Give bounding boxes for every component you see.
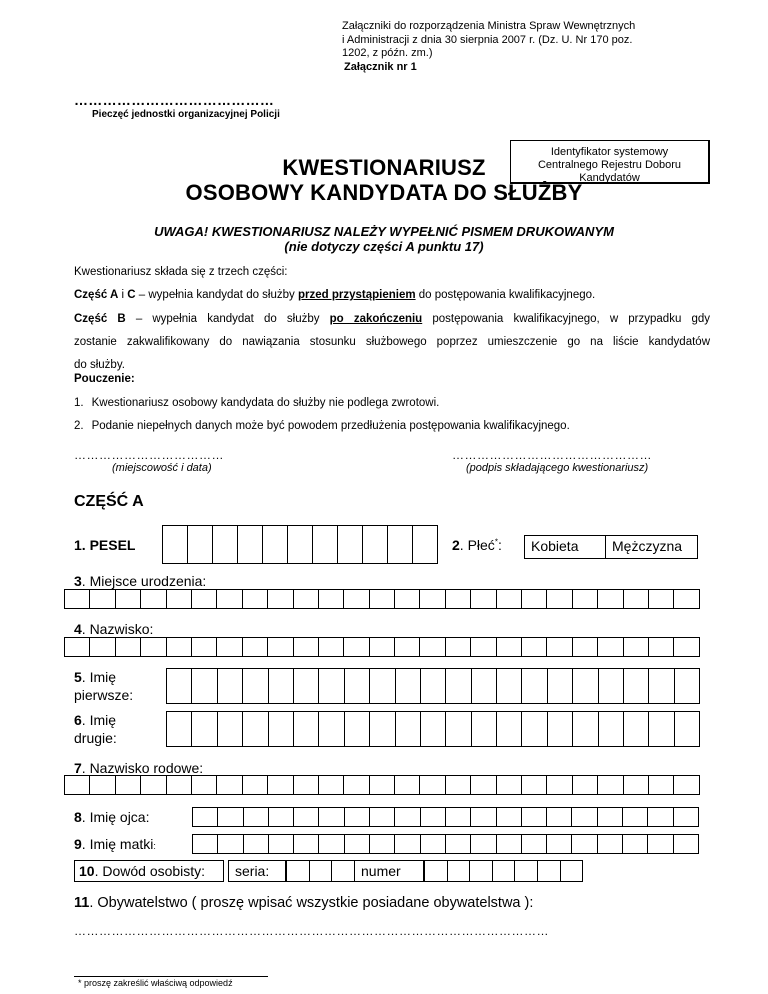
char-box[interactable] — [313, 525, 338, 564]
id-box-line-1: Identyfikator systemowy — [550, 146, 669, 158]
char-box[interactable] — [167, 637, 192, 657]
char-box[interactable] — [674, 834, 699, 854]
char-box[interactable] — [548, 711, 573, 747]
char-box[interactable] — [192, 668, 217, 704]
char-box[interactable] — [421, 834, 446, 854]
surname-input-grid[interactable] — [64, 637, 700, 657]
char-box[interactable] — [370, 807, 395, 827]
char-box[interactable] — [522, 637, 547, 657]
char-box[interactable] — [675, 668, 700, 704]
char-box[interactable] — [319, 775, 344, 795]
char-box[interactable] — [396, 668, 421, 704]
char-box[interactable] — [344, 589, 369, 609]
maiden-name-input-grid[interactable] — [64, 775, 700, 795]
char-box[interactable] — [370, 637, 395, 657]
char-box[interactable] — [598, 775, 623, 795]
char-box[interactable] — [116, 589, 141, 609]
char-box[interactable] — [244, 834, 269, 854]
id-box-line-3: Kandydatów — [579, 172, 640, 184]
char-box[interactable] — [294, 637, 319, 657]
char-box[interactable] — [674, 637, 699, 657]
char-box[interactable] — [65, 637, 90, 657]
char-box[interactable] — [598, 637, 623, 657]
stamp-label: Pieczęć jednostki organizacyjnej Policji — [92, 109, 280, 120]
char-box[interactable] — [497, 834, 522, 854]
char-box[interactable] — [294, 834, 319, 854]
id-card-number-label: numer — [354, 860, 424, 882]
char-box[interactable] — [167, 775, 192, 795]
sex-option-male[interactable]: Mężczyzna — [605, 535, 698, 559]
char-box[interactable] — [345, 668, 370, 704]
char-box[interactable] — [674, 775, 699, 795]
char-box[interactable] — [497, 775, 522, 795]
char-box[interactable] — [192, 589, 217, 609]
second-name-label: 6. Imię drugie: — [74, 712, 117, 746]
char-box[interactable] — [497, 668, 522, 704]
pesel-label: 1. PESEL — [74, 537, 136, 553]
char-box[interactable] — [213, 525, 238, 564]
char-box[interactable] — [446, 668, 471, 704]
char-box[interactable] — [395, 834, 420, 854]
char-box[interactable] — [370, 589, 395, 609]
char-box[interactable] — [319, 668, 344, 704]
char-box[interactable] — [470, 860, 493, 882]
char-box[interactable] — [90, 589, 115, 609]
char-box[interactable] — [522, 834, 547, 854]
char-box[interactable] — [547, 807, 572, 827]
char-box[interactable] — [243, 589, 268, 609]
char-box[interactable] — [263, 525, 288, 564]
char-box[interactable] — [345, 834, 370, 854]
regulation-line-2: i Administracji z dnia 30 sierpnia 2007 r. (Dz. U. Nr 170 poz. — [342, 33, 633, 46]
char-box[interactable] — [446, 775, 471, 795]
char-box[interactable] — [217, 589, 242, 609]
char-box[interactable] — [547, 589, 572, 609]
char-box[interactable] — [287, 860, 310, 882]
pesel-input-grid[interactable] — [162, 525, 438, 564]
birthplace-input-grid[interactable] — [64, 589, 700, 609]
char-box[interactable] — [218, 711, 243, 747]
char-box[interactable] — [573, 668, 598, 704]
char-box[interactable] — [243, 637, 268, 657]
char-box[interactable] — [624, 668, 649, 704]
regulation-line-3: 1202, z późn. zm.) — [342, 47, 433, 59]
intro-paragraph: Kwestionariusz składa się z trzech części: — [74, 266, 288, 278]
char-box[interactable] — [268, 775, 293, 795]
char-box[interactable] — [217, 637, 242, 657]
char-box[interactable] — [268, 589, 293, 609]
surname-label: 4. Nazwisko: — [74, 621, 154, 637]
char-box[interactable] — [649, 711, 674, 747]
section-a-title: CZĘŚĆ A — [74, 493, 144, 510]
sex-label: 2. Płeć*: — [452, 537, 502, 553]
footnote: * proszę zakreślić właściwą odpowiedź — [78, 978, 233, 988]
char-box[interactable] — [116, 775, 141, 795]
char-box[interactable] — [538, 860, 561, 882]
char-box[interactable] — [370, 668, 395, 704]
char-box[interactable] — [363, 525, 388, 564]
char-box[interactable] — [338, 525, 363, 564]
char-box[interactable] — [268, 637, 293, 657]
char-box[interactable] — [218, 807, 243, 827]
char-box[interactable] — [192, 775, 217, 795]
char-box[interactable] — [649, 637, 674, 657]
place-date-label: (miejscowość i data) — [112, 462, 212, 474]
char-box[interactable] — [649, 775, 674, 795]
char-box[interactable] — [396, 711, 421, 747]
char-box[interactable] — [522, 711, 547, 747]
char-box[interactable] — [446, 637, 471, 657]
char-box[interactable] — [573, 637, 598, 657]
char-box[interactable] — [493, 860, 516, 882]
char-box[interactable] — [141, 637, 166, 657]
char-box[interactable] — [497, 807, 522, 827]
char-box[interactable] — [294, 807, 319, 827]
instruction-heading: Pouczenie: — [74, 373, 135, 385]
char-box[interactable] — [547, 637, 572, 657]
char-box[interactable] — [395, 589, 420, 609]
char-box[interactable] — [624, 711, 649, 747]
char-box[interactable] — [421, 807, 446, 827]
char-box[interactable] — [90, 637, 115, 657]
char-box[interactable] — [167, 589, 192, 609]
part-b-description-line-2: zostanie zakwalifikowany do nawiązania stosunku służbowego poprzez umieszczenie go na liście kandydatów — [74, 336, 710, 348]
char-box[interactable] — [193, 834, 218, 854]
char-box[interactable] — [90, 775, 115, 795]
maiden-name-label: 7. Nazwisko rodowe: — [74, 760, 204, 776]
char-box[interactable] — [188, 525, 213, 564]
char-box[interactable] — [598, 589, 623, 609]
char-box[interactable] — [547, 775, 572, 795]
id-card-series-grid[interactable] — [286, 860, 355, 882]
char-box[interactable] — [497, 637, 522, 657]
char-box[interactable] — [446, 834, 471, 854]
char-box[interactable] — [446, 807, 471, 827]
char-box[interactable] — [561, 860, 584, 882]
stamp-dots: …………………………………… — [74, 92, 275, 108]
signature-label: (podpis składającego kwestionariusz) — [466, 462, 649, 474]
char-box[interactable] — [269, 668, 294, 704]
char-box[interactable] — [649, 589, 674, 609]
char-box[interactable] — [522, 807, 547, 827]
char-box[interactable] — [421, 668, 446, 704]
instruction-item-2: 2. Podanie niepełnych danych może być powodem przedłużenia postępowania kwalifikacyjnego. — [74, 420, 570, 432]
char-box[interactable] — [624, 637, 649, 657]
char-box[interactable] — [624, 775, 649, 795]
mother-name-input-grid[interactable] — [192, 834, 699, 854]
char-box[interactable] — [345, 807, 370, 827]
char-box[interactable] — [319, 807, 344, 827]
char-box[interactable] — [116, 637, 141, 657]
char-box[interactable] — [547, 834, 572, 854]
char-box[interactable] — [243, 711, 268, 747]
char-box[interactable] — [294, 668, 319, 704]
char-box[interactable] — [345, 711, 370, 747]
char-box[interactable] — [572, 807, 597, 827]
char-box[interactable] — [167, 668, 192, 704]
char-box[interactable] — [649, 668, 674, 704]
char-box[interactable] — [471, 834, 496, 854]
footnote-divider — [74, 976, 268, 977]
id-box-line-2: Centralnego Rejestru Doboru — [537, 159, 682, 171]
char-box[interactable] — [522, 668, 547, 704]
char-box[interactable] — [244, 807, 269, 827]
char-box[interactable] — [269, 711, 294, 747]
char-box[interactable] — [598, 834, 623, 854]
char-box[interactable] — [471, 637, 496, 657]
char-box[interactable] — [319, 589, 344, 609]
char-box[interactable] — [674, 807, 699, 827]
char-box[interactable] — [446, 589, 471, 609]
char-box[interactable] — [515, 860, 538, 882]
char-box[interactable] — [243, 775, 268, 795]
part-a-c-description: Część A i C – wypełnia kandydat do służby przed przystąpieniem do postępowania kwalifikacyjnego. — [74, 289, 596, 301]
id-card-label: 10. Dowód osobisty: — [74, 860, 224, 882]
char-box[interactable] — [319, 834, 344, 854]
char-box[interactable] — [141, 589, 166, 609]
char-box[interactable] — [420, 775, 445, 795]
regulation-line-1: Załączniki do rozporządzenia Ministra Spraw Wewnętrznych — [342, 20, 636, 32]
char-box[interactable] — [420, 589, 445, 609]
id-card-series-label: seria: — [228, 860, 286, 882]
char-box[interactable] — [294, 775, 319, 795]
char-box[interactable] — [269, 834, 294, 854]
char-box[interactable] — [471, 807, 496, 827]
char-box[interactable] — [388, 525, 413, 564]
char-box[interactable] — [624, 589, 649, 609]
char-box[interactable] — [648, 807, 673, 827]
char-box[interactable] — [395, 775, 420, 795]
char-box[interactable] — [167, 711, 192, 747]
char-box[interactable] — [623, 807, 648, 827]
father-name-label: 8. Imię ojca: — [74, 809, 150, 825]
char-box[interactable] — [269, 807, 294, 827]
char-box[interactable] — [573, 711, 598, 747]
annex-number: Załącznik nr 1 — [344, 60, 417, 73]
father-name-input-grid[interactable] — [192, 807, 699, 827]
char-box[interactable] — [420, 637, 445, 657]
char-box[interactable] — [497, 589, 522, 609]
char-box[interactable] — [192, 637, 217, 657]
char-box[interactable] — [344, 637, 369, 657]
document-title-line-1: KWESTIONARIUSZ — [282, 155, 486, 180]
warning-line-2: (nie dotyczy części A punktu 17) — [284, 239, 484, 254]
regulation-note — [342, 20, 742, 74]
char-box[interactable] — [218, 668, 243, 704]
char-box[interactable] — [344, 775, 369, 795]
first-name-input-grid[interactable] — [166, 668, 700, 704]
part-b-description: Część B – wypełnia kandydat do służby po zakończeniu postępowania kwalifikacyjnego, w przypadku gdy — [74, 313, 711, 325]
char-box[interactable] — [623, 834, 648, 854]
char-box[interactable] — [648, 834, 673, 854]
instruction-item-1: 1. Kwestionariusz osobowy kandydata do służby nie podlega zwrotowi. — [74, 397, 440, 409]
char-box[interactable] — [243, 668, 268, 704]
char-box[interactable] — [675, 711, 700, 747]
char-box[interactable] — [395, 807, 420, 827]
char-box[interactable] — [674, 589, 699, 609]
char-box[interactable] — [599, 711, 624, 747]
char-box[interactable] — [573, 775, 598, 795]
char-box[interactable] — [218, 834, 243, 854]
signature-field[interactable]: ………………………………………… — [452, 448, 652, 462]
char-box[interactable] — [472, 711, 497, 747]
char-box[interactable] — [370, 834, 395, 854]
char-box[interactable] — [448, 860, 471, 882]
char-box[interactable] — [472, 668, 497, 704]
char-box[interactable] — [163, 525, 188, 564]
char-box[interactable] — [572, 834, 597, 854]
char-box[interactable] — [238, 525, 263, 564]
citizenship-field[interactable]: …………………………………………………………………………………………………… — [74, 924, 549, 938]
char-box[interactable] — [294, 711, 319, 747]
char-box[interactable] — [548, 668, 573, 704]
id-card-number-grid[interactable] — [424, 860, 583, 882]
char-box[interactable] — [598, 807, 623, 827]
char-box[interactable] — [370, 775, 395, 795]
char-box[interactable] — [332, 860, 355, 882]
char-box[interactable] — [413, 525, 438, 564]
char-box[interactable] — [471, 775, 496, 795]
char-box[interactable] — [192, 711, 217, 747]
char-box[interactable] — [319, 637, 344, 657]
char-box[interactable] — [497, 711, 522, 747]
first-name-label: 5. Imię pierwsze: — [74, 669, 134, 703]
char-box[interactable] — [294, 589, 319, 609]
citizenship-label: 11. Obywatelstwo ( proszę wpisać wszystkie posiadane obywatelstwa ): — [74, 895, 534, 911]
char-box[interactable] — [217, 775, 242, 795]
warning-line-1: UWAGA! KWESTIONARIUSZ NALEŻY WYPEŁNIĆ PISMEM DRUKOWANYM — [154, 224, 614, 239]
char-box[interactable] — [141, 775, 166, 795]
char-box[interactable] — [573, 589, 598, 609]
char-box[interactable] — [395, 637, 420, 657]
char-box[interactable] — [446, 711, 471, 747]
char-box[interactable] — [310, 860, 333, 882]
char-box[interactable] — [319, 711, 344, 747]
char-box[interactable] — [65, 589, 90, 609]
char-box[interactable] — [522, 775, 547, 795]
char-box[interactable] — [522, 589, 547, 609]
char-box[interactable] — [370, 711, 395, 747]
char-box[interactable] — [599, 668, 624, 704]
char-box[interactable] — [471, 589, 496, 609]
char-box[interactable] — [193, 807, 218, 827]
sex-option-female[interactable]: Kobieta — [524, 535, 606, 559]
char-box[interactable] — [65, 775, 90, 795]
mother-name-label: 9. Imię matki: — [74, 836, 156, 852]
char-box[interactable] — [288, 525, 313, 564]
place-date-field[interactable]: ……………………………… — [74, 448, 224, 462]
char-box[interactable] — [421, 711, 446, 747]
second-name-input-grid[interactable] — [166, 711, 700, 747]
char-box[interactable] — [425, 860, 448, 882]
birthplace-label: 3. Miejsce urodzenia: — [74, 573, 207, 589]
part-b-description-line-3: do służby. — [74, 359, 125, 371]
document-title-line-2: OSOBOWY KANDYDATA DO SŁUŻBY — [185, 180, 583, 205]
